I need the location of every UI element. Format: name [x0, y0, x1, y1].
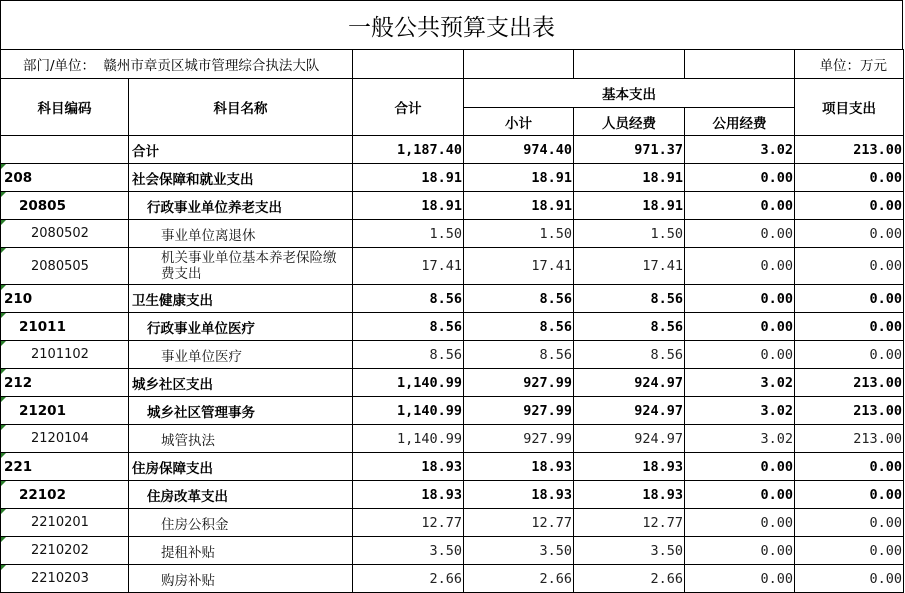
row-code: 221 — [1, 453, 129, 481]
row-project: 0.00 — [795, 537, 904, 565]
row-code: 2080505 — [1, 248, 129, 285]
row-personnel: 8.56 — [574, 285, 685, 313]
row-total: 8.56 — [353, 285, 464, 313]
row-name: 合计 — [129, 136, 353, 164]
row-subtotal: 18.93 — [464, 453, 574, 481]
row-personnel: 12.77 — [574, 509, 685, 537]
row-total: 17.41 — [353, 248, 464, 285]
table-row — [1, 481, 904, 509]
row-personnel: 8.56 — [574, 313, 685, 341]
row-project: 213.00 — [795, 136, 904, 164]
row-project: 0.00 — [795, 509, 904, 537]
row-personnel: 3.50 — [574, 537, 685, 565]
row-public: 0.00 — [685, 220, 795, 248]
budget-table — [0, 49, 904, 593]
department-cell — [1, 50, 353, 79]
row-code: 20805 — [1, 192, 129, 220]
row-project: 0.00 — [795, 341, 904, 369]
row-public: 0.00 — [685, 248, 795, 285]
row-subtotal: 2.66 — [464, 565, 574, 593]
sheet-title: 一般公共预算支出表 — [0, 0, 903, 49]
row-subtotal: 8.56 — [464, 313, 574, 341]
row-public: 0.00 — [685, 192, 795, 220]
row-personnel: 2.66 — [574, 565, 685, 593]
row-code: 21201 — [1, 397, 129, 425]
row-total: 8.56 — [353, 313, 464, 341]
row-personnel: 971.37 — [574, 136, 685, 164]
blank-cell — [685, 50, 795, 79]
row-total: 1.50 — [353, 220, 464, 248]
row-project: 0.00 — [795, 248, 904, 285]
row-project: 213.00 — [795, 425, 904, 453]
table-row — [1, 341, 904, 369]
row-name: 提租补贴 — [129, 537, 353, 565]
row-personnel: 18.93 — [574, 481, 685, 509]
department-name: 赣州市章贡区城市管理综合执法大队 — [103, 58, 320, 74]
row-name: 住房保障支出 — [129, 453, 353, 481]
row-name: 城乡社区支出 — [129, 369, 353, 397]
row-name: 城乡社区管理事务 — [129, 397, 353, 425]
row-total: 8.56 — [353, 341, 464, 369]
unit-label: 单位：万元 — [795, 50, 904, 79]
header-name: 科目名称 — [129, 79, 353, 136]
row-total: 18.93 — [353, 453, 464, 481]
row-subtotal: 8.56 — [464, 285, 574, 313]
row-personnel: 1.50 — [574, 220, 685, 248]
row-name: 行政事业单位养老支出 — [129, 192, 353, 220]
row-public: 3.02 — [685, 397, 795, 425]
row-personnel: 18.93 — [574, 453, 685, 481]
row-project: 0.00 — [795, 285, 904, 313]
row-public: 0.00 — [685, 341, 795, 369]
table-row — [1, 220, 904, 248]
row-name: 机关事业单位基本养老保险缴费支出 — [129, 248, 353, 285]
blank-cell — [574, 50, 685, 79]
row-project: 213.00 — [795, 369, 904, 397]
row-code: 2080502 — [1, 220, 129, 248]
row-subtotal: 17.41 — [464, 248, 574, 285]
header-code: 科目编码 — [1, 79, 129, 136]
row-total: 1,140.99 — [353, 369, 464, 397]
row-name: 事业单位医疗 — [129, 341, 353, 369]
row-public: 0.00 — [685, 481, 795, 509]
table-row — [1, 248, 904, 285]
row-subtotal: 927.99 — [464, 397, 574, 425]
header-personnel: 人员经费 — [574, 108, 685, 136]
row-public: 3.02 — [685, 136, 795, 164]
row-name: 社会保障和就业支出 — [129, 164, 353, 192]
row-total: 3.50 — [353, 537, 464, 565]
header-total: 合计 — [353, 79, 464, 136]
row-public: 0.00 — [685, 537, 795, 565]
row-personnel: 924.97 — [574, 425, 685, 453]
header-row-1 — [1, 79, 904, 108]
row-name: 事业单位离退休 — [129, 220, 353, 248]
row-public: 0.00 — [685, 164, 795, 192]
row-subtotal: 8.56 — [464, 341, 574, 369]
row-code: 22102 — [1, 481, 129, 509]
row-project: 0.00 — [795, 453, 904, 481]
row-total: 18.91 — [353, 192, 464, 220]
row-subtotal: 18.93 — [464, 481, 574, 509]
row-total: 18.93 — [353, 481, 464, 509]
row-total: 1,140.99 — [353, 397, 464, 425]
row-project: 0.00 — [795, 313, 904, 341]
header-project: 项目支出 — [795, 79, 904, 136]
row-code: 208 — [1, 164, 129, 192]
row-name: 城管执法 — [129, 425, 353, 453]
row-total: 12.77 — [353, 509, 464, 537]
row-name: 行政事业单位医疗 — [129, 313, 353, 341]
row-personnel: 18.91 — [574, 192, 685, 220]
row-total: 1,187.40 — [353, 136, 464, 164]
row-code: 210 — [1, 285, 129, 313]
row-subtotal: 927.99 — [464, 369, 574, 397]
row-code: 2210201 — [1, 509, 129, 537]
row-code: 2101102 — [1, 341, 129, 369]
row-name: 购房补贴 — [129, 565, 353, 593]
row-public: 0.00 — [685, 285, 795, 313]
row-public: 0.00 — [685, 509, 795, 537]
table-row — [1, 285, 904, 313]
table-row — [1, 397, 904, 425]
table-row — [1, 565, 904, 593]
header-public: 公用经费 — [685, 108, 795, 136]
row-personnel: 18.91 — [574, 164, 685, 192]
row-subtotal: 12.77 — [464, 509, 574, 537]
table-row — [1, 369, 904, 397]
row-public: 0.00 — [685, 565, 795, 593]
table-row — [1, 313, 904, 341]
table-row — [1, 425, 904, 453]
row-public: 3.02 — [685, 425, 795, 453]
row-subtotal: 18.91 — [464, 192, 574, 220]
department-label: 部门/单位： — [23, 58, 96, 74]
row-project: 213.00 — [795, 397, 904, 425]
row-code: 21011 — [1, 313, 129, 341]
row-code: 2210202 — [1, 537, 129, 565]
table-row — [1, 164, 904, 192]
row-project: 0.00 — [795, 192, 904, 220]
row-public: 0.00 — [685, 453, 795, 481]
header-basic: 基本支出 — [464, 79, 795, 108]
row-name: 住房改革支出 — [129, 481, 353, 509]
blank-cell — [464, 50, 574, 79]
row-subtotal: 974.40 — [464, 136, 574, 164]
row-code: 212 — [1, 369, 129, 397]
row-personnel: 17.41 — [574, 248, 685, 285]
row-total: 18.91 — [353, 164, 464, 192]
row-project: 0.00 — [795, 565, 904, 593]
table-row — [1, 192, 904, 220]
row-subtotal: 927.99 — [464, 425, 574, 453]
row-personnel: 924.97 — [574, 369, 685, 397]
row-project: 0.00 — [795, 220, 904, 248]
row-project: 0.00 — [795, 164, 904, 192]
row-code — [1, 136, 129, 164]
blank-cell — [353, 50, 464, 79]
row-subtotal: 18.91 — [464, 164, 574, 192]
row-public: 3.02 — [685, 369, 795, 397]
row-subtotal: 3.50 — [464, 537, 574, 565]
row-code: 2210203 — [1, 565, 129, 593]
table-row — [1, 509, 904, 537]
table-row — [1, 537, 904, 565]
department-row — [1, 50, 904, 79]
row-code: 2120104 — [1, 425, 129, 453]
row-personnel: 8.56 — [574, 341, 685, 369]
row-subtotal: 1.50 — [464, 220, 574, 248]
row-name: 卫生健康支出 — [129, 285, 353, 313]
row-personnel: 924.97 — [574, 397, 685, 425]
row-public: 0.00 — [685, 313, 795, 341]
table-row — [1, 136, 904, 164]
header-subtotal: 小计 — [464, 108, 574, 136]
table-row — [1, 453, 904, 481]
row-total: 1,140.99 — [353, 425, 464, 453]
row-project: 0.00 — [795, 481, 904, 509]
row-name: 住房公积金 — [129, 509, 353, 537]
row-total: 2.66 — [353, 565, 464, 593]
